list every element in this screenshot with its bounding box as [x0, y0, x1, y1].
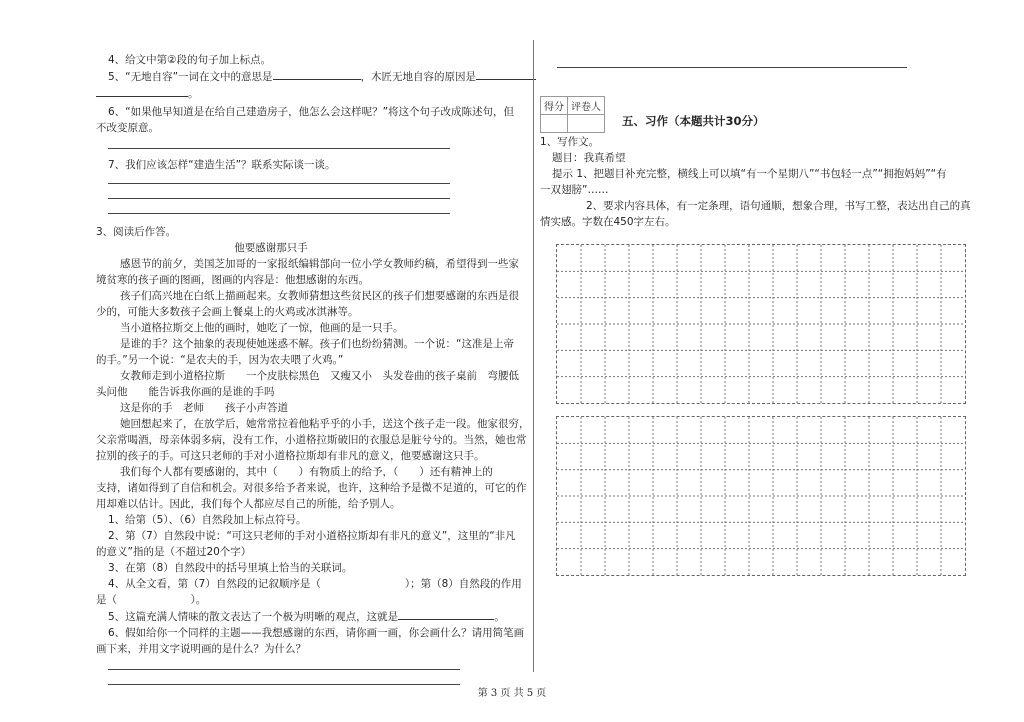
passage-text: 的手。”另一个说：“是农夫的手，因为农夫喂了火鸡。” [96, 354, 344, 366]
passage-text: 感恩节的前夕，美国芝加哥的一家报纸编辑部向一位小学女教师约稿，希望得到一些家 [120, 258, 519, 270]
question-6-line1: 6、“如果他早知道是在给自己建造房子，他怎么会这样呢？”将这个句子改成陈述句，但 [108, 106, 515, 118]
question-5-cont [96, 85, 524, 102]
writing-grid-2[interactable] [556, 416, 966, 576]
passage-text: 拉别的孩子的手。可这只老师的手对小道格拉斯却有非凡的意义，他要感谢这只手。 [96, 450, 485, 462]
tip-1: 提示 1、把题目补充完整，横线上可以填“有一个星期八”“书包轻一点”“拥抱妈妈”“有 [552, 168, 947, 180]
question-6-line2: 不改变原意。 [96, 122, 159, 134]
passage-text: 父亲常喝酒，母亲体弱多病，没有工作，小道格拉斯破旧的衣服总是脏兮兮的。当然，她也常 [96, 434, 527, 446]
answer-blank[interactable] [96, 85, 188, 97]
grader-label: 评卷人 [568, 97, 605, 115]
passage-text: 我们每个人都有要感谢的，其中（ ）有物质上的给予，（ ）还有精神上的 [120, 466, 493, 478]
right-column [540, 134, 980, 230]
question-5 [96, 68, 524, 85]
passage-text: 头问他 能告诉我你画的是谁的手吗 [96, 386, 275, 398]
writing-grid-1[interactable] [556, 244, 966, 404]
answer-line[interactable] [108, 669, 460, 670]
tip-2-cont: 情实感。字数在450字左右。 [540, 216, 676, 228]
question-7: 7、我们应该怎样“建造生活”？联系实际谈一谈。 [108, 159, 336, 171]
passage-text: 是谁的手？这个抽象的表现使她迷惑不解。孩子们也纷纷猜测。一个说：“这准是上帝 [120, 338, 514, 350]
answer-line[interactable] [108, 183, 450, 184]
answer-line[interactable] [557, 67, 907, 68]
left-column [96, 52, 530, 685]
reading-question-5-end: 。 [494, 611, 505, 623]
answer-blank[interactable] [273, 68, 361, 80]
reading-question-6-cont: 画下来，并用文字说明画的是什么？为什么？ [96, 643, 306, 655]
passage-title: 他要感谢那只手 [234, 242, 308, 254]
column-divider [533, 40, 534, 672]
answer-blank[interactable] [398, 608, 494, 620]
passage-text: 孩子们高兴地在白纸上描画起来。女教师猜想这些贫民区的孩子们想要感谢的东西是很 [120, 290, 519, 302]
tip-2: 2、要求内容具体，有一定条理，语句通顺，想象合理，书写工整，表达出自己的真 [586, 200, 971, 212]
answer-line[interactable] [108, 198, 450, 199]
grader-cell[interactable] [568, 115, 605, 133]
reading-question-6: 6、假如给你一个同样的主题——我想感谢的东西，请你画一画，你会画什么？请用简笔画 [108, 627, 525, 639]
question-4: 4、给文中第②段的句子加上标点。 [108, 54, 272, 66]
passage-text: 她回想起来了，在放学后，她常常拉着他粘乎乎的小手，送这个孩子走一段。他家很穷， [120, 418, 530, 430]
reading-question-4: 4、从全文看，第（7）自然段的记叙顺序是（ ）；第（8）自然段的作用 [108, 578, 522, 590]
section-3-heading: 3、阅读后作答。 [96, 226, 177, 238]
reading-question-2: 2、第（7）自然段中说：“可这只老师的手对小道格拉斯却有非凡的意义”，这里的“非凡 [108, 530, 516, 542]
question-5-text-b: ，木匠无地自容的原因是 [360, 71, 477, 83]
reading-question-5 [96, 608, 524, 625]
passage-text: 少的，可能大多数孩子会画上餐桌上的火鸡或冰淇淋等。 [96, 306, 359, 318]
score-label: 得分 [541, 97, 568, 115]
passage-text: 当小道格拉斯交上他的画时，她吃了一惊，他画的是一只手。 [120, 322, 404, 334]
section-5-title: 五、习作（本题共计30分） [622, 114, 765, 128]
reading-question-3: 3、在第（8）自然段中的括号里填上恰当的关联词。 [108, 562, 353, 574]
passage-text: 这是你的手 老师 孩子小声答道 [120, 402, 288, 414]
answer-line[interactable] [108, 148, 450, 149]
writing-task: 1、写作文。 [540, 136, 600, 148]
grid-lines [557, 417, 965, 575]
passage-text: 支持，诸如得到了自信和机会。对很多给予者来说，也许，这种给予是微不足道的，可它的作 [96, 482, 527, 494]
page-footer: 第 3 页 共 5 页 [477, 688, 547, 699]
score-cell[interactable] [541, 115, 568, 133]
tip-1-cont: 一双翅膀”…… [540, 184, 609, 196]
reading-question-2-cont: 的意义”指的是（不超过20个字） [96, 546, 252, 558]
essay-topic: 题目：我真希望 [552, 152, 626, 164]
reading-question-5-text: 5、这篇充满人情味的散文表达了一个极为明晰的观点，这就是 [108, 611, 399, 623]
passage-text: 境贫寒的孩子画的图画，图画的内容是：他想感谢的东西。 [96, 274, 369, 286]
score-table [540, 96, 605, 133]
grid-lines [557, 245, 965, 403]
passage-text: 用却难以估计。因此，我们每个人都应尽自己的所能，给予别人。 [96, 498, 401, 510]
passage-text: 女教师走到小道格拉斯 一个皮肤棕黑色 又瘦又小 头发卷曲的孩子桌前 弯腰低 [120, 370, 519, 382]
question-5-text: 5、“无地自容”一词在文中的意思是 [108, 71, 273, 83]
answer-line[interactable] [108, 213, 450, 214]
reading-question-4-cont: 是（ ）。 [96, 594, 207, 606]
question-5-end: 。 [188, 88, 199, 100]
reading-question-1: 1、给第（5）、（6）自然段加上标点符号。 [108, 514, 307, 526]
answer-blank[interactable] [476, 68, 536, 80]
